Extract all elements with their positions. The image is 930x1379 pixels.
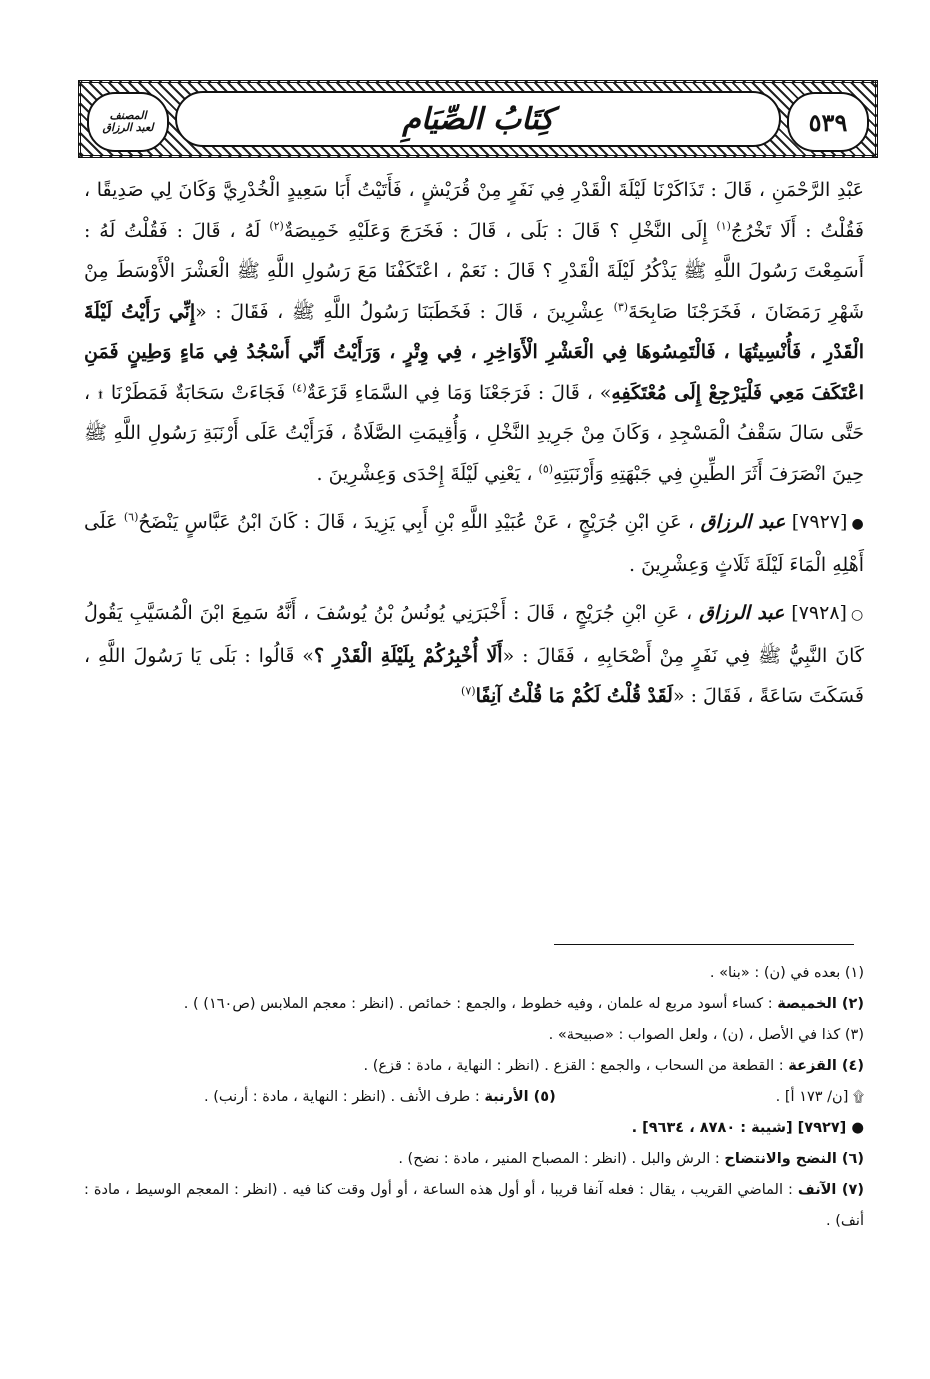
hadith-text: ، عَنِ ابْنِ جُرَيْجٍ ، عَنْ عُبَيْدِ اللَّهِ بْنِ أَبِي يَزِيدَ ، قَالَ : كَانَ ابْنُ عَبَّاسٍ يَنْضَحُ <box>138 511 695 533</box>
text-line: اعْتَكَفْنَا مَعَ رَسُولِ اللَّهِ ﷺ الْعَشْرَ الْأَوْسَطَ مِنْ شَهْرِ رَمَضَانَ ، فَخَرَجْنَا صَابِحَةَ <box>84 260 865 323</box>
footnote-term: (٦) النضح والانتضاح <box>724 1151 864 1167</box>
text-line: لَيْلَةَ إِحْدَى وَعِشْرِينَ . <box>316 462 479 485</box>
prophetic-saying: فَالْتَمِسُوهَا فِي الْعَشْرِ الْأَوَاخِرِ ، فِي وِتْرٍ ، وَرَأَيْتُ أَنِّي أَسْجُدُ فِي مَاءٍ وَطِينٍ فَمَنِ اعْتَكَفَ <box>84 341 865 404</box>
footnote-mark: (٢) <box>269 219 284 233</box>
hadith-number: [٧٩٢٧] <box>791 511 848 533</box>
text-line: فَرَأَيْتُ عَلَى أَرْنَبَةِ رَسُولِ اللَّهِ ﷺ حِينَ انْصَرَفَ أَثَرَ الطِّينِ فِي جَبْهَتِهِ وَأَرْنَبَتِهِ <box>84 422 864 485</box>
footnote-1: (١) بعده في (ن) : «بنا» . <box>709 965 864 981</box>
page-number-cartouche <box>787 92 869 152</box>
text-line: وَكَانَ لِي صَدِيقًا ، فَقُلْتُ : أَلَا تَخْرُجُ <box>84 179 864 242</box>
prophetic-saying: مَعِي فَلْيَرْجِعْ إِلَى مُعْتَكَفِهِ <box>611 381 805 404</box>
prophetic-saying: أَلَا أُخْبِرُكُمْ بِلَيْلَةِ الْقَدْرِ ؟ <box>313 644 503 667</box>
footnote-mark: (٣) <box>613 300 629 314</box>
text-line: فَجَاءَتْ سَحَابَةٌ <box>174 381 286 404</box>
folio-reference: ۩ [ن/ ١٧٣ أ] . <box>775 1089 864 1105</box>
footnote-4 <box>84 1051 864 1082</box>
footnote-term: (٤) القزعة <box>788 1058 864 1074</box>
hadith-text: ، عَنِ ابْنِ جُرَيْجٍ ، قَالَ : أَخْبَرَنِي يُونُسُ بْنُ يُوسُفَ ، أَنَّهُ سَمِعَ ابْنَ الْمُسَيَّبِ يَقُولُ كَانَ النَّبِيُّ ﷺ فِي نَفَرٍ مِنْ أَصْحَابِهِ ، فَقَالَ : « <box>84 602 864 667</box>
footnote-term: (٥) الأرنبة <box>484 1089 556 1105</box>
footnote-5-row <box>84 1082 864 1113</box>
prophetic-saying: إِنِّي رَأَيْتُ لَيْلَةَ الْقَدْرِ ، فَأُنْسِيتُهَا ، <box>84 300 864 363</box>
hadith-bullet: ● <box>851 516 865 532</box>
text-line: عِشْرِينَ ، قَالَ : فَخَطَبَنَا رَسُولُ اللَّهِ ﷺ ، فَقَالَ : « <box>195 300 605 323</box>
footnote-3: (٣) كذا في الأصل ، (ن) ، ولعل الصواب : «صبيحة» . <box>548 1027 864 1043</box>
footnote-mark: (١) <box>716 219 731 233</box>
hadith-7927 <box>84 502 864 585</box>
hadith-number: [٧٩٢٨] <box>791 602 847 624</box>
hadith-text: عَلَى أَهْلِهِ الْمَاءَ لَيْلَةَ ثَلَاثٍ وَعِشْرِينَ . <box>84 511 864 576</box>
footnote-6 <box>84 1144 864 1175</box>
hadith-text: » قَالُوا : بَلَى يَا رَسُولَ اللَّهِ ، فَسَكَتَ سَاعَةً ، فَقَالَ : « <box>84 644 864 707</box>
text-line: ، يَعْنِي <box>484 462 533 485</box>
book-logo-line: المصنف <box>109 109 147 123</box>
footnotes <box>84 958 864 1237</box>
hadith-reference-7927: ● [٧٩٢٧] [شيبة : ٨٧٨٠ ، ٩٦٣٤] . <box>631 1120 864 1136</box>
footnote-text: : القطعة من السحاب ، والجمع : القزع . (انظر : النهاية ، مادة : قزع) . <box>363 1058 784 1074</box>
footnote-term: (٢) الخميصة <box>777 996 864 1012</box>
hadith-continuation <box>84 170 864 494</box>
footnote-mark: (٧) <box>461 684 476 698</box>
narrator-name: عبد الرزاق <box>699 602 785 624</box>
footnote-text: : الماضي القريب ، يقال : فعله آنفا قريبا ، أو أول هذه الساعة ، أو أول وقت كنا فيه . (انظر : المعجم الوسيط ، مادة : أنف) . <box>84 1182 864 1229</box>
footnote-2 <box>84 989 864 1020</box>
text-line: لَهُ ، قَالَ : فَقُلْتُ لَهُ : أَسَمِعْتَ رَسُولَ اللَّهِ ﷺ يَذْكُرُ لَيْلَةَ الْقَدْرِ ؟ قَالَ : نَعَمْ ، <box>84 219 864 282</box>
text-line: خَمِيصَةٌ <box>283 219 339 242</box>
footnote-divider <box>554 944 854 945</box>
footnote-5 <box>84 1082 556 1113</box>
footnote-mark: (٦) <box>123 510 139 524</box>
footnote-mark: (٤) <box>292 381 307 395</box>
footnote-7 <box>84 1175 864 1237</box>
footnote-text: : طرف الأنف . (انظر : النهاية ، مادة : أرنب) . <box>204 1089 480 1105</box>
hadith-bullet: ○ <box>850 607 865 623</box>
footnote-term: (٧) الآنف <box>797 1182 864 1198</box>
main-text <box>84 170 864 717</box>
hadith-7928 <box>84 593 864 717</box>
text-line: فَمَطَرْنَا ۩ ، حَتَّى سَالَ سَقْفُ الْمَسْجِدِ ، وَكَانَ مِنْ جَرِيدِ النَّخْلِ ، وَأُقِيمَتِ الصَّلَاةُ ، <box>84 381 865 444</box>
prophetic-saying: لَقَدْ قُلْتُ لَكُمْ مَا قُلْتُ آنِفًا <box>475 685 673 707</box>
text-line: إِلَى النَّخْلِ ؟ قَالَ : بَلَى ، قَالَ : فَخَرَجَ وَعَلَيْهِ <box>347 219 708 242</box>
footnote-mark: (٥) <box>538 462 554 476</box>
narrator-name: عبد الرزاق <box>700 511 786 533</box>
chapter-title: كِتَابُ الصِّيَامِ <box>402 101 554 137</box>
page-number: ٥٣٩ <box>808 107 848 137</box>
title-cartouche <box>175 91 781 147</box>
footnote-text: : الرش والبل . (انظر : المصباح المنير ، مادة : نضح) . <box>398 1151 720 1167</box>
text-line: عَبْدِ الرَّحْمَنِ ، قَالَ : تَذَاكَرْنَا لَيْلَةَ الْقَدْرِ فِي نَفَرٍ مِنْ قُرَيْشٍ ، فَأَتَيْتُ أَبَا سَعِيدٍ الْخُدْرِيَّ <box>222 179 864 201</box>
book-logo-line: لعبد الرزاق <box>102 121 154 134</box>
text-line: » ، قَالَ : فَرَجَعْنَا وَمَا فِي السَّمَاءِ قَزَعَةٌ <box>306 381 612 404</box>
footnote-text: : كساء أسود مربع له علمان ، وفيه خطوط ، والجمع : خمائص . (انظر : معجم الملابس (ص١٦٠) ) . <box>183 996 773 1012</box>
book-logo <box>87 92 169 152</box>
page-header <box>78 80 878 158</box>
